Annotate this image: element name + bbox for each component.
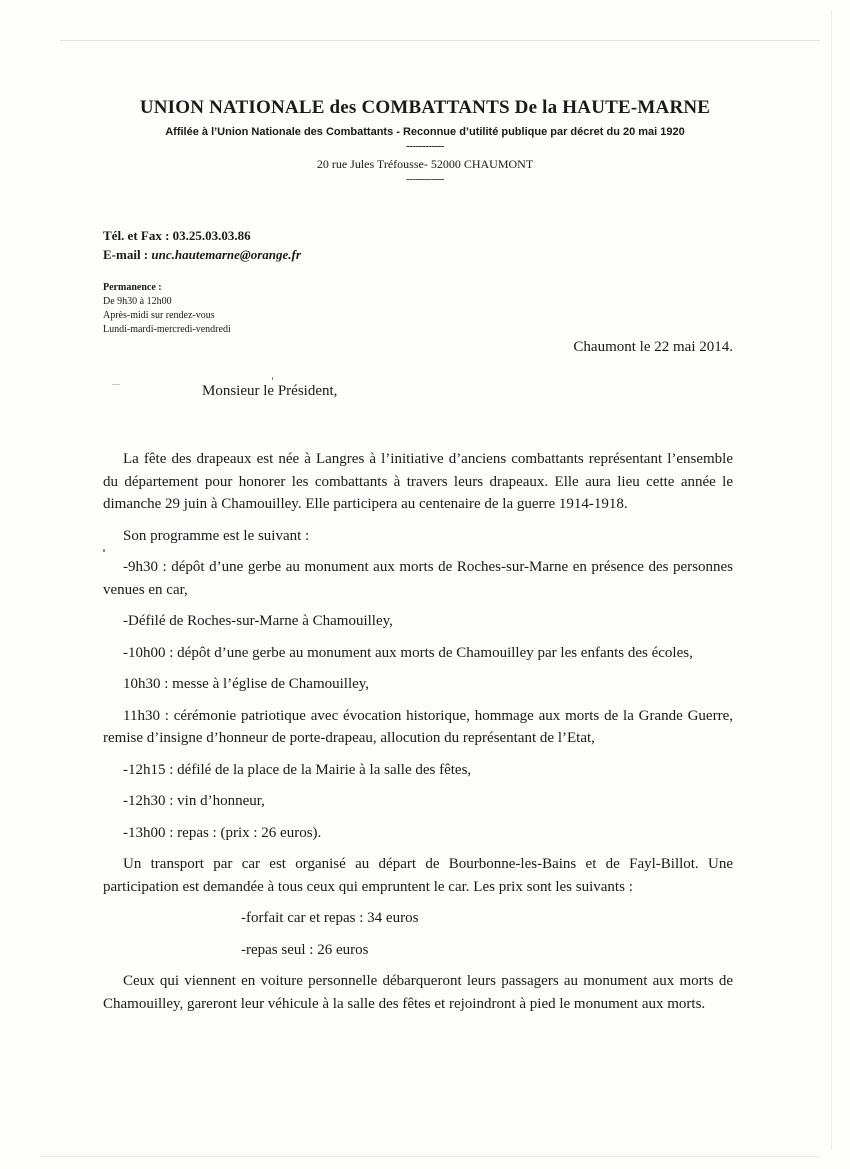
phone-fax: Tél. et Fax : 03.25.03.03.86 — [103, 228, 251, 243]
letter-body — [103, 448, 733, 1015]
programme-item: -12h30 : vin d’honneur, — [123, 793, 265, 809]
letterhead-title: UNION NATIONALE des COMBATTANTS De la HAUTE-MARNE — [139, 97, 711, 118]
scan-speck — [103, 549, 105, 552]
programme-item: 10h30 : messe à l’église de Chamouilley, — [123, 676, 370, 692]
programme-intro: Son programme est le suivant : — [123, 527, 310, 544]
salutation: Monsieur le Président, — [202, 383, 338, 399]
permanence-line: De 9h30 à 12h00 — [103, 296, 172, 307]
letterhead-address: 20 rue Jules Tréfousse- 52000 CHAUMONT — [316, 157, 534, 171]
programme-item: -13h00 : repas : (prix : 26 euros). — [123, 824, 322, 841]
scan-edge-top — [60, 40, 820, 41]
price-item: -forfait car et repas : 34 euros — [241, 910, 419, 926]
programme-item: 11h30 : cérémonie patriotique avec évocation historique, hommage aux morts de la Grande Guerre, remise d’insigne d’honneur de porte-drapeau, allocution du représentant de l’Etat, — [103, 707, 733, 746]
email-line — [103, 245, 301, 264]
programme-item: -12h15 : défilé de la place de la Mairie à la salle des fêtes, — [123, 761, 472, 778]
contact-block — [103, 226, 301, 264]
programme-item: -Défilé de Roches-sur-Marne à Chamouilley, — [123, 613, 393, 629]
permanence-line: Lundi-mardi-mercredi-vendredi — [103, 324, 231, 335]
cars-paragraph: Ceux qui viennent en voiture personnelle débarqueront leurs passagers au monument aux morts de Chamouilley, gareront leur véhicule à la salle des fêtes et rejoindront à pied le monument aux morts. — [103, 973, 733, 1012]
price-item: -repas seul : 26 euros — [241, 941, 369, 958]
email-address: unc.hautemarne@orange.fr — [151, 247, 301, 262]
intro-paragraph: La fête des drapeaux est née à Langres à l’initiative d’anciens combattants représentant l’ensemble du département pour honorer les combattants à travers leurs drapeaux. Elle aura lieu cette année le dimanche 29 juin à Chamouilley. Elle participera au centenaire de la guerre 1914-1918. — [103, 451, 733, 512]
programme-item: -10h00 : dépôt d’une gerbe au monument aux morts de Chamouilley par les enfants des écoles, — [123, 644, 693, 661]
permanence-block — [103, 281, 231, 337]
letterhead-separator: ------------ — [406, 173, 444, 185]
scan-speck — [272, 377, 273, 380]
scan-edge-bottom — [40, 1156, 820, 1157]
letterhead-affiliation: Affilée à l’Union Nationale des Combattants - Reconnue d’utilité publique par décret du 20 mai 1920 — [165, 126, 685, 138]
letter-date: Chaumont le 22 mai 2014. — [573, 339, 733, 355]
permanence-title: Permanence : — [103, 282, 162, 293]
permanence-line: Après-midi sur rendez-vous — [103, 310, 215, 321]
programme-item: -9h30 : dépôt d’une gerbe au monument aux morts de Roches-sur-Marne en présence des personnes venues en car, — [103, 559, 733, 598]
scan-speck — [112, 384, 120, 385]
letterhead-separator: ------------ — [406, 140, 444, 152]
transport-paragraph: Un transport par car est organisé au départ de Bourbonne-les-Bains et de Fayl-Billot. Une participation est demandée à tous ceux qui empruntent le car. Les prix sont les suivants : — [103, 856, 733, 895]
email-label: E-mail : — [103, 247, 152, 262]
